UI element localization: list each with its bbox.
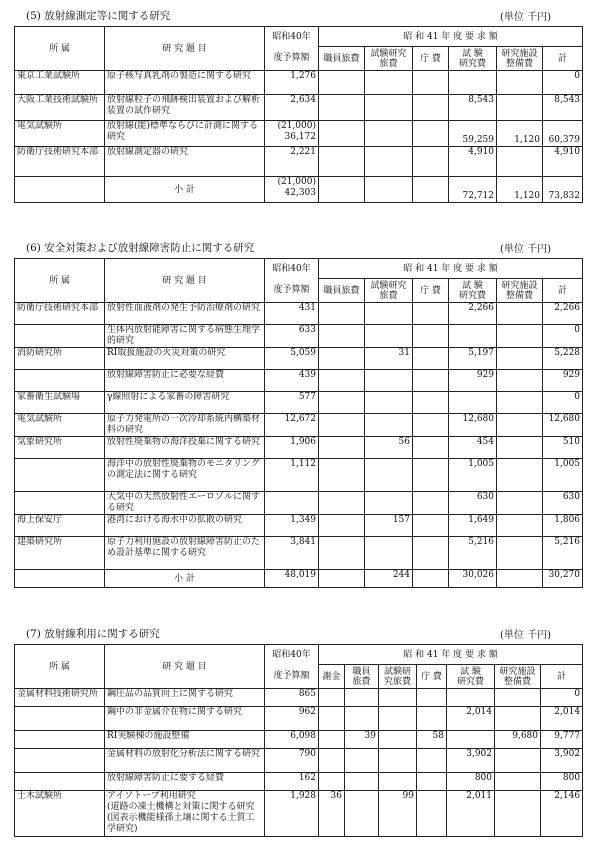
cell-value: 1,349 [265,515,319,537]
table-row [15,515,583,537]
table-row [15,370,583,392]
cell-value [413,177,449,203]
cell-topic: 海洋中の放射性廃棄物のモニタリングの測定法に関する研究 [105,459,265,492]
subtotal-row [15,570,583,588]
cell-value [413,437,449,459]
header-research-travel: 試験研 究旅費 [379,665,417,689]
cell-value: 2,011 [447,791,495,837]
cell-value [319,570,365,588]
cell-value [413,459,449,492]
cell-affiliation: 大阪工業技術試験所 [15,95,105,121]
header-total: 計 [543,47,583,71]
cell-affiliation: 金属材料技術研究所 [15,689,105,707]
cell-value [379,749,417,773]
cell-value [413,121,449,147]
cell-value [497,95,543,121]
cell-value [497,492,543,515]
cell-value [365,492,413,515]
cell-topic: 鋼圧品の品質向上に関する研究 [105,689,265,707]
cell-value [319,95,365,121]
cell-value [447,689,495,707]
cell-value [365,459,413,492]
cell-value [365,147,413,177]
cell-value [413,303,449,325]
cell-value: 30,026 [449,570,497,588]
cell-topic: 生体内放射能障害に関する病態生理学的研究 [105,325,265,348]
cell-value [447,731,495,749]
cell-value [413,537,449,570]
header-affiliation: 所 属 [15,259,105,303]
cell-topic: 放射線障害防止に必要な経費 [105,370,265,392]
unit-label-6: (単位 千円) [500,244,551,255]
cell-value [365,71,413,95]
cell-topic: 大気中の天然放射性エーロゾルに関する研究 [105,492,265,515]
cell-value: 59,259 [449,121,497,147]
header-fy40-top: 昭和40年 [265,259,319,279]
header-fy40-bottom: 度予算額 [265,47,319,71]
cell-value: 31 [365,348,413,370]
table-row [15,121,583,147]
cell-value: 9,680 [495,731,541,749]
cell-value [319,325,365,348]
cell-value: 0 [541,689,583,707]
table-row [15,71,583,95]
cell-value [379,707,417,731]
cell-value: 4,910 [449,147,497,177]
cell-value [413,325,449,348]
cell-topic: 原子力発電所の一次冷却系統内構築材料の研究 [105,414,265,437]
cell-value [497,437,543,459]
cell-affiliation: 防衛庁技術研究本部 [15,303,105,325]
cell-value: 800 [541,773,583,791]
header-facility: 研究施設 整備費 [495,665,541,689]
cell-affiliation: 建築研究所 [15,537,105,570]
cell-value [495,791,541,837]
cell-value [417,689,447,707]
cell-value [319,707,345,731]
cell-value [319,370,365,392]
cell-value: 2,634 [265,95,319,121]
cell-topic: RI取扱施設の火災対策の研究 [105,348,265,370]
cell-value [497,459,543,492]
cell-affiliation: 家畜衛生試験場 [15,392,105,414]
table-section-6 [14,258,583,588]
cell-value: 790 [265,749,319,773]
cell-value: 3,902 [541,749,583,773]
cell-value: 929 [449,370,497,392]
cell-value [495,707,541,731]
header-affiliation: 所 属 [15,645,105,689]
cell-value: 157 [365,515,413,537]
cell-affiliation: 電気試験所 [15,414,105,437]
cell-value: 510 [543,437,583,459]
cell-value: 4,910 [543,147,583,177]
cell-value: 36 [319,791,345,837]
cell-value: 865 [265,689,319,707]
cell-value: 1,649 [449,515,497,537]
cell-value [319,492,365,515]
cell-value: 8,543 [543,95,583,121]
table-row [15,773,583,791]
header-research: 試 験 研究費 [449,47,497,71]
cell-value: 58 [417,731,447,749]
cell-value [497,325,543,348]
header-office: 庁 費 [413,47,449,71]
table-row [15,348,583,370]
cell-value: 633 [265,325,319,348]
cell-value [319,773,345,791]
cell-topic: 放射性血液剤の発生予防治療剤の研究 [105,303,265,325]
cell-value [319,147,365,177]
table-row [15,707,583,731]
table-row [15,749,583,773]
cell-affiliation [15,707,105,731]
cell-value: 1,120 [497,121,543,147]
cell-value [319,392,365,414]
section-title-7: (7) 放射線利用に関する研究 [26,628,160,640]
cell-topic: 鋼中の非金属介在物に関する研究 [105,707,265,731]
cell-value: 0 [543,71,583,95]
cell-topic: 金属材料の放射化分析法に関する研究 [105,749,265,773]
header-total: 計 [541,665,583,689]
cell-value: 5,228 [543,348,583,370]
cell-value [497,348,543,370]
cell-value [497,414,543,437]
cell-topic: 放射線粒子の飛跡検出装置および解析装置の試作研究 [105,95,265,121]
header-facility: 研究施設 整備費 [497,47,543,71]
cell-value: 2,014 [541,707,583,731]
cell-value [365,414,413,437]
cell-value: 3,841 [265,537,319,570]
cell-value: 2,014 [447,707,495,731]
cell-value [319,749,345,773]
cell-value: 6,098 [265,731,319,749]
table-row [15,731,583,749]
header-topic: 研 究 題 目 [105,645,265,689]
cell-value: 630 [449,492,497,515]
unit-label-5: (単位 千円) [500,12,551,23]
cell-value [345,791,379,837]
table-row [15,95,583,121]
table-section-7 [14,644,583,837]
cell-value [417,791,447,837]
cell-value [497,147,543,177]
cell-affiliation: 消防研究所 [15,348,105,370]
cell-affiliation [15,325,105,348]
cell-value: 162 [265,773,319,791]
cell-value: 48,019 [265,570,319,588]
cell-value: 577 [265,392,319,414]
cell-value [497,392,543,414]
header-topic: 研 究 題 目 [105,259,265,303]
cell-topic: γ線照射による家畜の障害研究 [105,392,265,414]
header-fy41: 昭 和 41 年 度 要 求 額 [319,645,583,665]
table-row [15,392,583,414]
cell-value [265,492,319,515]
cell-value [495,773,541,791]
cell-value [495,689,541,707]
cell-value [319,515,365,537]
cell-topic: 放射線障害防止に要する経費 [105,773,265,791]
section-title-6: (6) 安全対策および放射線障害防止に関する研究 [26,242,255,254]
table-row [15,414,583,437]
cell-value [365,392,413,414]
cell-value: 72,712 [449,177,497,203]
cell-value: 0 [543,325,583,348]
cell-value: 439 [265,370,319,392]
cell-affiliation [15,773,105,791]
cell-topic: 放射線(能)標準ならびに計測に関する研究 [105,121,265,147]
cell-value: 5,197 [449,348,497,370]
cell-value: 454 [449,437,497,459]
header-research-travel: 試験研究旅費 [365,279,413,303]
header-topic: 研 究 題 目 [105,27,265,71]
cell-topic: 放射性廃棄物の海洋投棄に関する研究 [105,437,265,459]
cell-value [365,121,413,147]
cell-value: 431 [265,303,319,325]
cell-value: 12,672 [265,414,319,437]
cell-affiliation: 土木試験所 [15,791,105,837]
cell-value: 12,680 [449,414,497,437]
cell-value [319,689,345,707]
cell-value: (21,000) 36,172 [265,121,319,147]
table-row [15,791,583,837]
cell-value: 962 [265,707,319,731]
cell-value: 1,005 [543,459,583,492]
cell-topic: 放射線測定器の研究 [105,147,265,177]
cell-value [495,749,541,773]
cell-value: 8,543 [449,95,497,121]
cell-topic: 原子核写真乳剤の製造に関する研究 [105,71,265,95]
cell-affiliation: 電気試験所 [15,121,105,147]
header-research: 試 験 研究費 [447,665,495,689]
header-staff-travel: 職員 旅費 [345,665,379,689]
table-row [15,437,583,459]
cell-value: 2,146 [541,791,583,837]
cell-affiliation: 海上保安庁 [15,515,105,537]
cell-value: (21,000) 42,303 [265,177,319,203]
table-row [15,147,583,177]
cell-value: 1,906 [265,437,319,459]
cell-value [319,71,365,95]
table-row [15,689,583,707]
cell-value: 1,806 [543,515,583,537]
cell-value [413,370,449,392]
cell-value [497,515,543,537]
cell-topic: RI実験棟の施設整備 [105,731,265,749]
cell-value [413,570,449,588]
cell-value: 2,266 [543,303,583,325]
cell-value [319,177,365,203]
cell-value: 1,005 [449,459,497,492]
cell-value [365,303,413,325]
table-row [15,303,583,325]
cell-value [413,392,449,414]
cell-value: 99 [379,791,417,837]
header-facility: 研究施設 整備費 [497,279,543,303]
header-total: 計 [543,279,583,303]
subtotal-row [15,177,583,203]
cell-value [449,392,497,414]
subtotal-label: 小 計 [105,177,265,203]
cell-value: 929 [543,370,583,392]
cell-value: 0 [543,392,583,414]
cell-value [319,437,365,459]
cell-value: 630 [543,492,583,515]
header-staff-travel: 職員旅費 [319,279,365,303]
cell-value [379,773,417,791]
cell-value: 2,266 [449,303,497,325]
cell-value [413,71,449,95]
cell-value [417,773,447,791]
cell-value: 1,112 [265,459,319,492]
header-research-travel: 試験研究旅費 [365,47,413,71]
cell-value: 800 [447,773,495,791]
cell-value [413,95,449,121]
cell-value [365,95,413,121]
unit-label-7: (単位 千円) [500,630,551,641]
cell-value: 39 [345,731,379,749]
cell-value [345,689,379,707]
header-affiliation: 所 属 [15,27,105,71]
cell-affiliation [15,492,105,515]
cell-value [497,303,543,325]
cell-value [365,370,413,392]
cell-topic: 原子力利用施設の放射線障害防止のため設計基準に関する研究 [105,537,265,570]
cell-value: 1,928 [265,791,319,837]
header-fy40-bottom: 度予算額 [265,665,319,689]
cell-affiliation [15,459,105,492]
cell-value [413,492,449,515]
cell-value: 1,120 [497,177,543,203]
header-fy40-top: 昭和40年 [265,645,319,665]
cell-value: 5,216 [543,537,583,570]
cell-value [319,303,365,325]
cell-value [413,414,449,437]
cell-value [365,537,413,570]
cell-value [417,707,447,731]
cell-value [379,731,417,749]
subtotal-label: 小 計 [105,570,265,588]
header-staff-travel: 職員旅費 [319,47,365,71]
cell-value [345,773,379,791]
cell-value [379,689,417,707]
cell-value: 5,059 [265,348,319,370]
header-fy40-bottom: 度予算額 [265,279,319,303]
cell-value [497,71,543,95]
cell-value [449,71,497,95]
cell-value [413,515,449,537]
cell-value: 12,680 [543,414,583,437]
cell-value [319,459,365,492]
cell-affiliation [15,749,105,773]
section-title-5: (5) 放射線測定等に関する研究 [26,10,171,22]
cell-topic: 港湾における海水中の拡散の研究 [105,515,265,537]
cell-topic: アイソトープ利用研究 (道路の凍土機構と対策に関する研究(図表示機能様孫土壌に関する土質工学研究) [105,791,265,837]
header-office: 庁 費 [417,665,447,689]
cell-value [319,731,345,749]
cell-value: 56 [365,437,413,459]
cell-value: 2,221 [265,147,319,177]
header-fy41: 昭 和 41 年 度 要 求 額 [319,27,583,47]
header-fy41: 昭 和 41 年 度 要 求 額 [319,259,583,279]
cell-value [365,177,413,203]
header-research: 試 験 研究費 [449,279,497,303]
header-office: 庁 費 [413,279,449,303]
cell-value [319,348,365,370]
cell-value [345,707,379,731]
cell-value: 244 [365,570,413,588]
cell-value: 60,379 [543,121,583,147]
cell-value: 5,216 [449,537,497,570]
cell-value [413,147,449,177]
cell-affiliation: 気象研究所 [15,437,105,459]
header-honorarium: 謝金 [319,665,345,689]
cell-value [365,325,413,348]
cell-affiliation [15,370,105,392]
cell-value [319,121,365,147]
cell-affiliation: 防衛庁技術研究本部 [15,147,105,177]
cell-value: 1,276 [265,71,319,95]
table-row [15,325,583,348]
cell-value [417,749,447,773]
cell-value [413,348,449,370]
cell-value [319,537,365,570]
header-fy40-top: 昭和40年 [265,27,319,47]
cell-value: 73,832 [543,177,583,203]
cell-value: 9,777 [541,731,583,749]
cell-value [497,537,543,570]
cell-value: 3,902 [447,749,495,773]
cell-value: 30,270 [543,570,583,588]
cell-value [497,370,543,392]
cell-value [345,749,379,773]
cell-affiliation: 東京工業試験所 [15,71,105,95]
cell-value [497,570,543,588]
table-row [15,537,583,570]
cell-affiliation [15,731,105,749]
table-row [15,459,583,492]
cell-value [449,325,497,348]
table-section-5 [14,26,583,203]
cell-value [319,414,365,437]
table-row [15,492,583,515]
